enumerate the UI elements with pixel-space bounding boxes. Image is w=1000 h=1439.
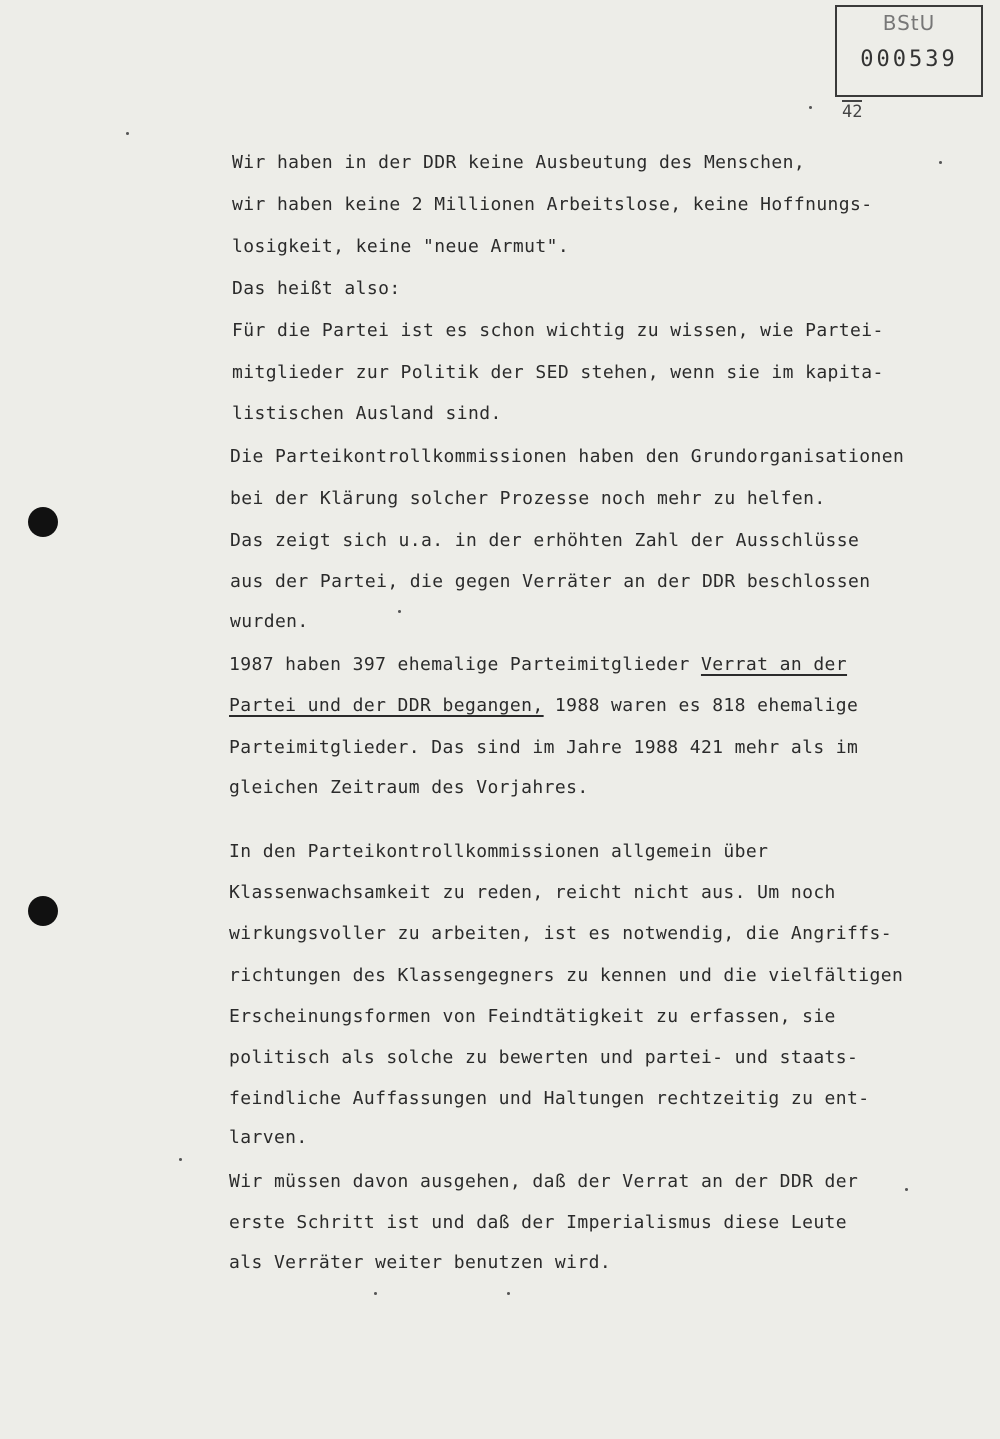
text-line-underlined [229, 694, 858, 718]
speck [809, 106, 812, 109]
text-line: Klassenwachsamkeit zu reden, reicht nicht aus. Um noch [229, 882, 836, 903]
text-line: politisch als solche zu bewerten und partei- und staats- [229, 1047, 859, 1068]
text-line: als Verräter weiter benutzen wird. [229, 1252, 612, 1273]
speck [398, 610, 401, 613]
speck [507, 1292, 510, 1295]
text-line: gleichen Zeitraum des Vorjahres. [229, 777, 589, 798]
text-line: richtungen des Klassengegners zu kennen und die vielfältigen [229, 965, 904, 986]
text-span: 1987 haben 397 ehemalige Parteimitglieder [229, 654, 701, 675]
stamp-number: 000539 [860, 47, 958, 72]
speck [126, 132, 129, 135]
text-line: Die Parteikontrollkommissionen haben den Grundorganisationen [230, 446, 905, 467]
text-line: Für die Partei ist es schon wichtig zu wissen, wie Partei- [232, 320, 884, 341]
text-line: erste Schritt ist und daß der Imperialismus diese Leute [229, 1212, 848, 1233]
text-span: 1988 waren es 818 ehemalige [543, 695, 859, 716]
punch-hole [28, 507, 58, 537]
text-line: Wir haben in der DDR keine Ausbeutung des Menschen, [232, 152, 806, 173]
text-line: mitglieder zur Politik der SED stehen, wenn sie im kapita- [232, 362, 884, 383]
punch-hole [28, 896, 58, 926]
text-line: losigkeit, keine "neue Armut". [232, 236, 570, 257]
speck [179, 1158, 182, 1161]
text-line: Das zeigt sich u.a. in der erhöhten Zahl der Ausschlüsse [230, 530, 860, 551]
text-line: wirkungsvoller zu arbeiten, ist es notwendig, die Angriffs- [229, 923, 892, 944]
stamp-agency: BStU [882, 11, 936, 35]
archive-stamp [835, 5, 983, 97]
text-line: Parteimitglieder. Das sind im Jahre 1988 421 mehr als im [229, 737, 859, 758]
speck [374, 1292, 377, 1295]
text-line: Wir müssen davon ausgehen, daß der Verrat an der DDR der [229, 1171, 859, 1192]
text-line-underlined [229, 653, 847, 677]
underlined-text: Partei und der DDR begangen, [229, 695, 544, 716]
page-number: 42 [842, 102, 863, 122]
text-line: Das heißt also: [232, 278, 401, 299]
text-line: Erscheinungsformen von Feindtätigkeit zu erfassen, sie [229, 1006, 836, 1027]
text-line: aus der Partei, die gegen Verräter an der DDR beschlossen [230, 571, 871, 592]
text-line: wurden. [230, 611, 309, 632]
underlined-text: Verrat an der [700, 654, 848, 675]
text-line: In den Parteikontrollkommissionen allgemein über [229, 841, 769, 862]
text-line: feindliche Auffassungen und Haltungen rechtzeitig zu ent- [229, 1088, 870, 1109]
text-line: listischen Ausland sind. [232, 403, 502, 424]
text-line: larven. [229, 1127, 308, 1148]
speck [939, 161, 942, 164]
text-line: bei der Klärung solcher Prozesse noch mehr zu helfen. [230, 488, 826, 509]
speck [905, 1188, 908, 1191]
text-line: wir haben keine 2 Millionen Arbeitslose, keine Hoffnungs- [232, 194, 873, 215]
